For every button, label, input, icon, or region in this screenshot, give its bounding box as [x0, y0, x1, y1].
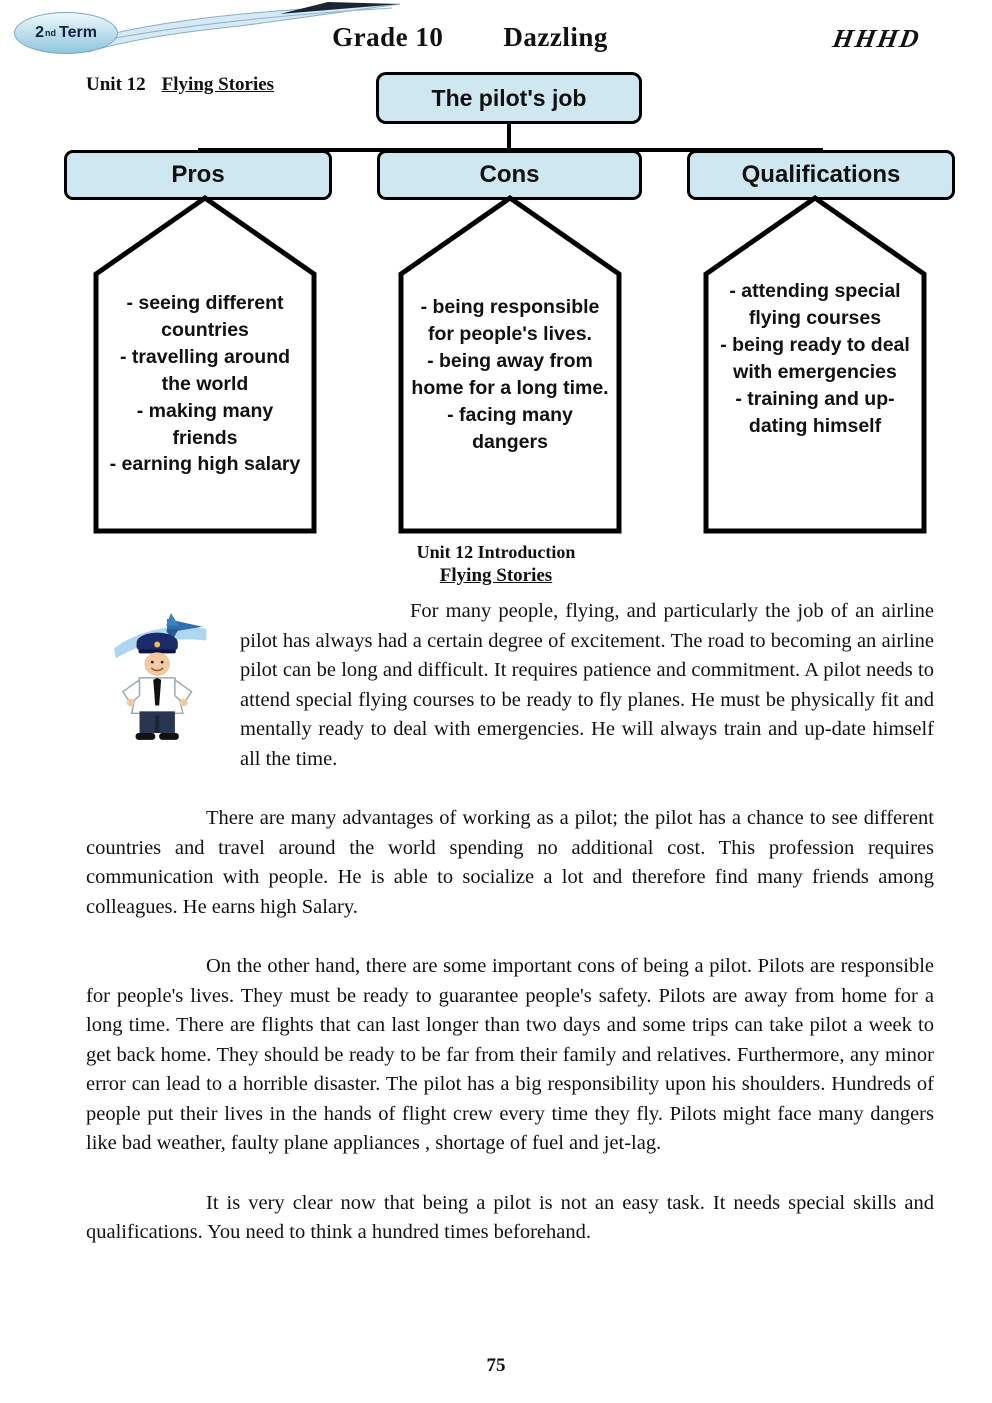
qualifications-item: - being ready to deal with emergencies: [720, 333, 910, 383]
grade-title: Grade 10: [332, 22, 444, 52]
term-badge-word: Term: [58, 24, 97, 41]
diagram-root-label: The pilot's job: [431, 84, 587, 111]
cons-card: [398, 194, 622, 534]
branch-box-cons: [377, 150, 642, 200]
airplane-swoosh-decoration: [70, 0, 410, 58]
pilot-illustration: [110, 603, 228, 743]
book-title: Dazzling: [503, 22, 608, 52]
branch-box-qualifications: [687, 150, 955, 200]
unit-title: Flying Stories: [161, 74, 275, 95]
introduction-heading: Unit 12 Introduction: [416, 542, 576, 562]
branch-label-qualifications: Qualifications: [741, 161, 901, 188]
intro-paragraph-4: It is very clear now that being a pilot is not an easy task. It needs special skills and qualifications. You need to think a hundred times beforehand.: [86, 1191, 934, 1244]
qualifications-card-items: [715, 278, 915, 439]
page-number: 75: [486, 1355, 506, 1376]
page-header: [0, 0, 992, 66]
intro-paragraph-3: On the other hand, there are some important cons of being a pilot. Pilots are responsible for people's lives. They must be ready to guarantee people's safety. Pilots are away from home for a long time. There are flights that can last longer than two days and some trips can take pilot a week to get back home. They should be ready to be far from their family and relatives. Furthermore, any minor error can lead to a horrible disaster. The pilot has a big responsibility upon his shoulders. Hundreds of people put their lives in the hands of flight crew every time they fly. Pilots might face many dangers like bad weather, faulty plane appliances , shortage of fuel and jet-lag.: [86, 955, 934, 1155]
cons-card-items: [410, 294, 610, 455]
qualifications-card: [703, 194, 927, 534]
pros-item: - earning high salary: [109, 453, 301, 476]
term-badge-ordinal: nd: [44, 28, 56, 38]
pilot-cartoon-image: [110, 603, 228, 743]
term-badge: [14, 12, 118, 54]
qualifications-item: - attending special flying courses: [729, 280, 901, 329]
branch-label-cons: Cons: [479, 161, 540, 188]
pros-card-items: [105, 290, 305, 478]
branch-box-pros: [64, 150, 332, 200]
pros-item: - seeing different countries: [126, 292, 284, 341]
cons-item: - being responsible for people's lives.: [420, 296, 600, 345]
pros-item: - making many friends: [136, 399, 274, 449]
pros-item: - travelling around the world: [119, 345, 291, 395]
cons-item: - facing many dangers: [447, 403, 573, 453]
introduction-subheading: Flying Stories: [439, 565, 553, 586]
intro-paragraph-2: There are many advantages of working as a pilot; the pilot has a chance to see different countries and travel around the world spending no additional cost. This profession requires communication with people. He is able to socialize a lot and therefore find many friends among colleagues. He earns high Salary.: [86, 807, 934, 918]
cons-item: - being away from home for a long time.: [411, 349, 609, 399]
branch-label-pros: Pros: [171, 161, 225, 188]
pros-card: [93, 194, 317, 534]
connector-root-stem: [507, 124, 511, 150]
diagram-root-box: [376, 72, 642, 124]
author-signature: HHHD: [830, 24, 923, 53]
unit-number: Unit 12: [86, 74, 146, 95]
intro-paragraph-1: For many people, flying, and particularly the job of an airline pilot has always had a certain degree of excitement. The road to becoming an airline pilot can be long and difficult. It requires patience and commitment. A pilot needs to attend special flying courses to be ready to fly planes. He must be physically fit and mentally ready to deal with emergencies. He will always train and up-date himself all the time.: [240, 600, 934, 770]
introduction-body: [0, 587, 992, 1248]
term-badge-number: 2: [35, 24, 44, 41]
qualifications-item: - training and up-dating himself: [735, 387, 895, 437]
unit-heading: [86, 74, 274, 96]
pilot-job-diagram: [0, 66, 992, 540]
